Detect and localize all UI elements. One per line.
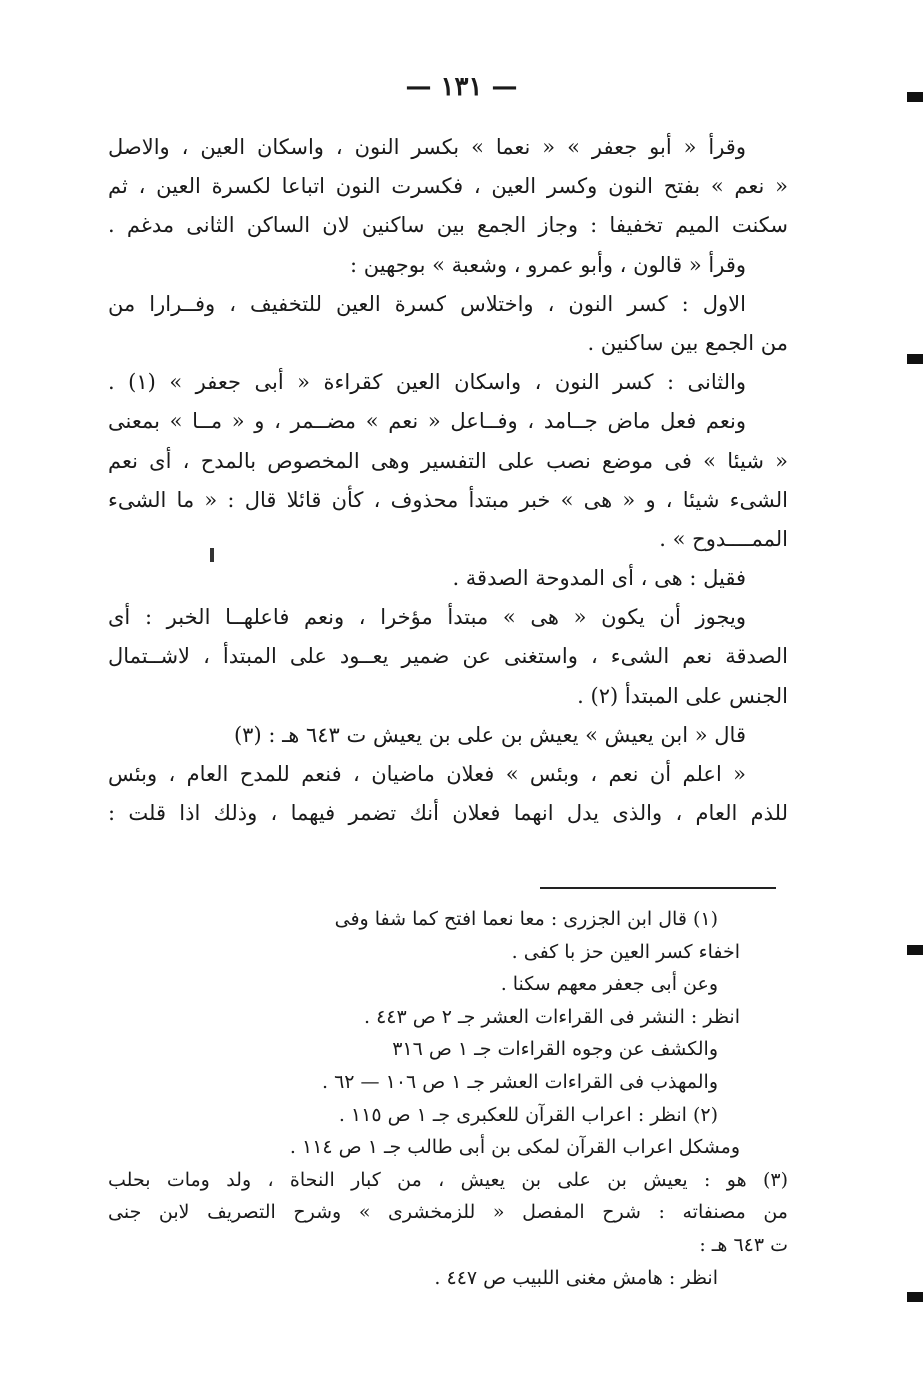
text-line: ويجوز أن يكون « هى » مبتدأ مؤخرا ، ونعم فاعلهــا الخبر : أى	[108, 605, 746, 630]
footnote-divider	[540, 887, 776, 889]
ink-speck	[210, 548, 214, 562]
footnote-line: ومشكل اعراب القرآن لمكى بن أبى طالب جـ ١ ص ١١٤ .	[289, 1136, 740, 1159]
main-text	[108, 128, 788, 833]
text-line: من الجمع بين ساكنين .	[587, 330, 788, 355]
footnote-line: وعن أبى جعفر معهم سكنا .	[500, 973, 718, 996]
text-line: قال « ابن يعيش » يعيش بن على بن يعيش ت ٦٤٣ هـ : (٣)	[233, 722, 746, 747]
text-line: الاول : كسر النون ، واختلاس كسرة العين للتخفيف ، وفــرارا من	[108, 291, 746, 316]
text-line: « شيئا » فى موضع نصب على التفسير وهى المخصوص بالمدح ، أى نعم	[108, 448, 788, 473]
scan-edge-mark	[907, 945, 923, 955]
footnote-line: ت ٦٤٣ هـ :	[699, 1233, 788, 1256]
footnote-line: انظر : هامش مغنى اللبيب ص ٤٤٧ .	[434, 1266, 718, 1289]
page-number: — ١٣١ —	[405, 72, 518, 102]
text-line: للذم العام ، والذى يدل انهما فعلان أنك تضمر فيهما ، وذلك اذا قلت :	[108, 801, 788, 826]
scan-edge-mark	[907, 1292, 923, 1302]
footnote-line: والكشف عن وجوه القراءات جـ ١ ص ٣١٦	[392, 1038, 718, 1061]
footnote-line: (٢) انظر : اعراب القرآن للعكبرى جـ ١ ص ١١٥ .	[338, 1103, 718, 1126]
text-line: والثانى : كسر النون ، واسكان العين كقراءة « أبى جعفر » (١) .	[108, 370, 747, 395]
scan-edge-mark	[907, 92, 923, 102]
text-line: الشىء شيئا ، و « هى » خبر مبتدأ محذوف ، كأن قائلا قال : « ما الشىء	[108, 487, 788, 512]
text-line: الصدقة نعم الشىء ، واستغنى عن ضمير يعــود على المبتدأ ، لاشــتمال	[108, 644, 788, 669]
footnote-line: من مصنفاته : شرح المفصل « للزمخشرى » وشرح التصريف لابن جنى	[108, 1201, 788, 1224]
text-line: « نعم » بفتح النون وكسر العين ، فكسرت النون اتباعا لكسرة العين ، ثم	[108, 174, 788, 199]
text-line: الجنس على المبتدأ (٢) .	[577, 683, 788, 708]
text-line: وقرأ « قالون ، وأبو عمرو ، وشعبة » بوجهين :	[350, 252, 746, 277]
text-line: ونعم فعل ماض جــامد ، وفــاعل « نعم » مضــمر ، و « مــا » بمعنى	[108, 409, 746, 434]
footnote-line: (١) قال ابن الجزرى : معا نعما افتح كما شفا وفى	[334, 908, 718, 930]
footnote-line: (٣) هو : يعيش بن على بن يعيش ، من كبار النحاة ، ولد ومات بحلب	[108, 1168, 788, 1191]
footnote-line: اخفاء كسر العين حز با كفى .	[511, 940, 740, 963]
text-line: وقرأ « أبو جعفر » « نعما » بكسر النون ، واسكان العين ، والاصل	[108, 135, 746, 159]
footnote-line: والمهذب فى القراءات العشر جـ ١ ص ١٠٦ — ٦٢ .	[322, 1070, 718, 1093]
text-line: « اعلم أن نعم ، وبئس » فعلان ماضيان ، فنعم للمدح العام ، وبئس	[108, 762, 746, 786]
footnotes	[108, 903, 788, 1294]
text-line: فقيل : هى ، أى المدوحة الصدقة .	[452, 566, 746, 591]
text-line: سكنت الميم تخفيفا : وجاز الجمع بين ساكنين لان الساكن الثانى مدغم .	[108, 213, 788, 238]
footnote-line: انظر : النشر فى القراءات العشر جـ ٢ ص ٤٤٣ .	[364, 1005, 740, 1028]
scan-edge-mark	[907, 354, 923, 364]
text-line: الممــــدوح » .	[659, 526, 788, 551]
